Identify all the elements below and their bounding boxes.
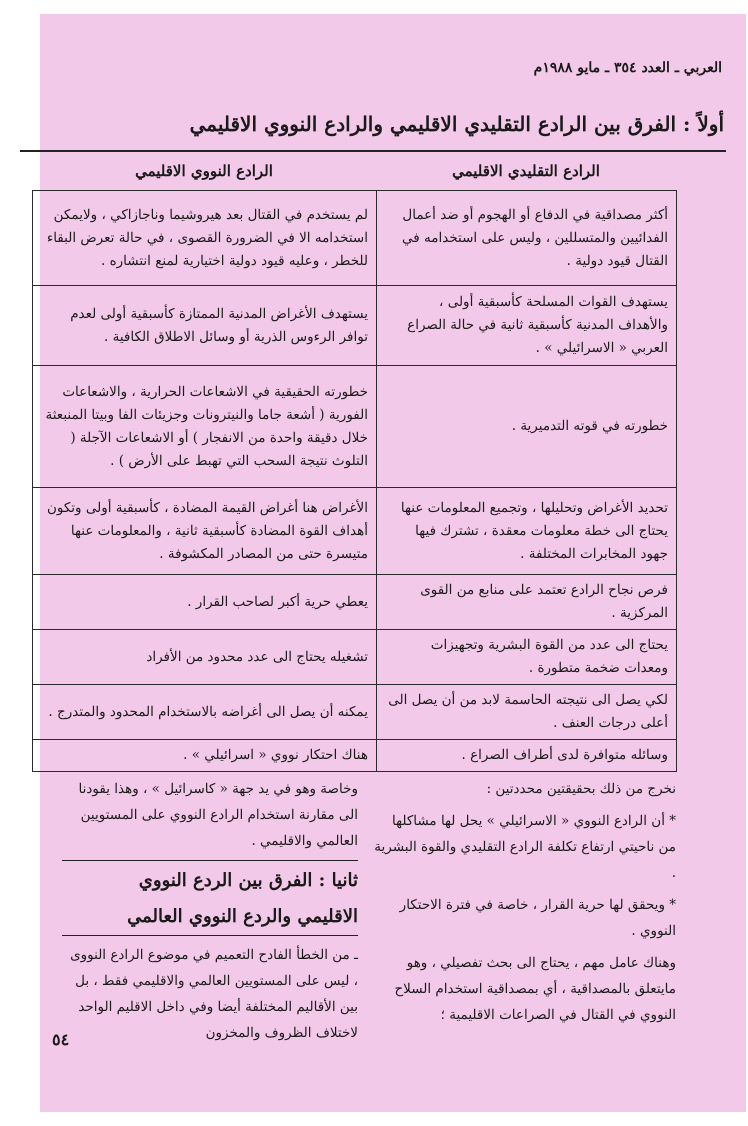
table-cell: يمكنه أن يصل الى أغراضه بالاستخدام المحدود والمتدرج .: [33, 685, 377, 740]
table-cell: لكي يصل الى نتيجته الحاسمة لابد من أن يصل الى أعلى درجات العنف .: [377, 685, 677, 740]
table-cell: خطورته في قوته التدميرية .: [377, 366, 677, 488]
table-row: [33, 630, 677, 685]
table-cell: الأغراض هنا أغراض القيمة المضادة ، كأسبقية أولى وتكون أهداف القوة المضادة كأسبقية ثانية ، والمعلومات عنها متيسرة حتى من المصادر المكشوفة .: [33, 488, 377, 575]
title-rule: [20, 150, 726, 152]
section-title: أولاً : الفرق بين الرادع التقليدي الاقليمي والرادع النووي الاقليمي: [189, 112, 724, 136]
subsection-heading: [62, 860, 358, 936]
table-cell: يعطي حرية أكبر لصاحب القرار .: [33, 575, 377, 630]
table-row: [33, 488, 677, 575]
col-head-nuclear: الرادع النووي الاقليمي: [135, 162, 273, 180]
paragraph: نخرج من ذلك بحقيقتين محددتين :: [486, 781, 676, 797]
table-row: [33, 191, 677, 286]
table-cell: تشغيله يحتاج الى عدد محدود من الأفراد: [33, 630, 377, 685]
paragraph: * أن الرادع النووي « الاسرائيلي » يحل لها مشاكلها من ناحيتي ارتفاع تكلفة الرادع التقليدي والقوة البشرية .: [374, 813, 676, 881]
table-cell: يستهدف الأغراض المدنية الممتازة كأسبقية أولى لعدم توافر الرءوس الذرية أو وسائل الاطلاق الكافية .: [33, 286, 377, 366]
table-cell: يستهدف القوات المسلحة كأسبقية أولى ، والأهداف المدنية كأسبقية ثانية في حالة الصراع العربي « الاسرائيلي » .: [377, 286, 677, 366]
table-row: [33, 366, 677, 488]
right-text-column: [374, 776, 676, 1034]
left-text-column: [62, 776, 358, 1052]
page-header: العربي ـ العدد ٣٥٤ ـ مايو ١٩٨٨م: [533, 60, 722, 76]
paragraph: * ويحقق لها حرية القرار ، خاصة في فترة الاحتكار النووي .: [399, 897, 676, 939]
subsection-title-line: الاقليمي والردع النووي العالمي: [62, 899, 358, 936]
comparison-table: [32, 190, 677, 772]
paragraph: ـ من الخطأ الفادح التعميم في موضوع الرادع النووى ، ليس على المستويين العالمي والاقليمي فقط ، بل بين الأقاليم المختلفة أيضا وفي داخل الاقليم الواحد لاختلاف الظروف والمخزون: [70, 947, 358, 1041]
table-cell: هناك احتكار نووي « اسرائيلي » .: [33, 740, 377, 772]
table-row: [33, 575, 677, 630]
paragraph: وهناك عامل مهم ، يحتاج الى بحث تفصيلي ، وهو مايتعلق بالمصداقية ، أي بمصداقية استخدام السلاح النووي في القتال في الصراعات الاقليمية ؛: [394, 955, 676, 1023]
table-cell: لم يستخدم في القتال بعد هيروشيما وناجازاكي ، ولايمكن استخدامه الا في الضرورة القصوى ، في حالة تعرض البقاء للخطر ، وعليه قيود دولية اختيارية لمنع انتشاره .: [33, 191, 377, 286]
paragraph: وخاصة وهو في يد جهة « كاسرائيل » ، وهذا يقودنا الى مقارنة استخدام الرادع النووي على المستويين العالمي والاقليمي .: [78, 781, 358, 849]
table-cell: خطورته الحقيقية في الاشعاعات الحرارية ، والاشعاعات الفورية ( أشعة جاما والنيترونات وجزيئات الفا وبيتا المنبعثة خلال دقيقة واحدة من الانفجار ) أو الاشعاعات الآجلة ( التلوث نتيجة السحب التي تهبط على الأرض ) .: [33, 366, 377, 488]
col-head-conventional: الرادع التقليدي الاقليمي: [452, 162, 600, 180]
table-cell: تحديد الأغراض وتحليلها ، وتجميع المعلومات عنها يحتاج الى خطة معلومات معقدة ، تشترك فيها جهود المخابرات المختلفة .: [377, 488, 677, 575]
table-cell: أكثر مصداقية في الدفاع أو الهجوم أو ضد أعمال الفدائيين والمتسللين ، وليس على استخدامه في القتال قيود دولية .: [377, 191, 677, 286]
table-cell: فرص نجاح الرادع تعتمد على منابع من القوى المركزية .: [377, 575, 677, 630]
table-row: [33, 685, 677, 740]
subsection-title-line: ثانيا : الفرق بين الردع النووي: [138, 870, 358, 891]
table-cell: يحتاج الى عدد من القوة البشرية وتجهيزات ومعدات ضخمة متطورة .: [377, 630, 677, 685]
table-cell: وسائله متوافرة لدى أطراف الصراع .: [377, 740, 677, 772]
page-number: ٥٤: [52, 1030, 70, 1049]
table-row: [33, 740, 677, 772]
table-row: [33, 286, 677, 366]
